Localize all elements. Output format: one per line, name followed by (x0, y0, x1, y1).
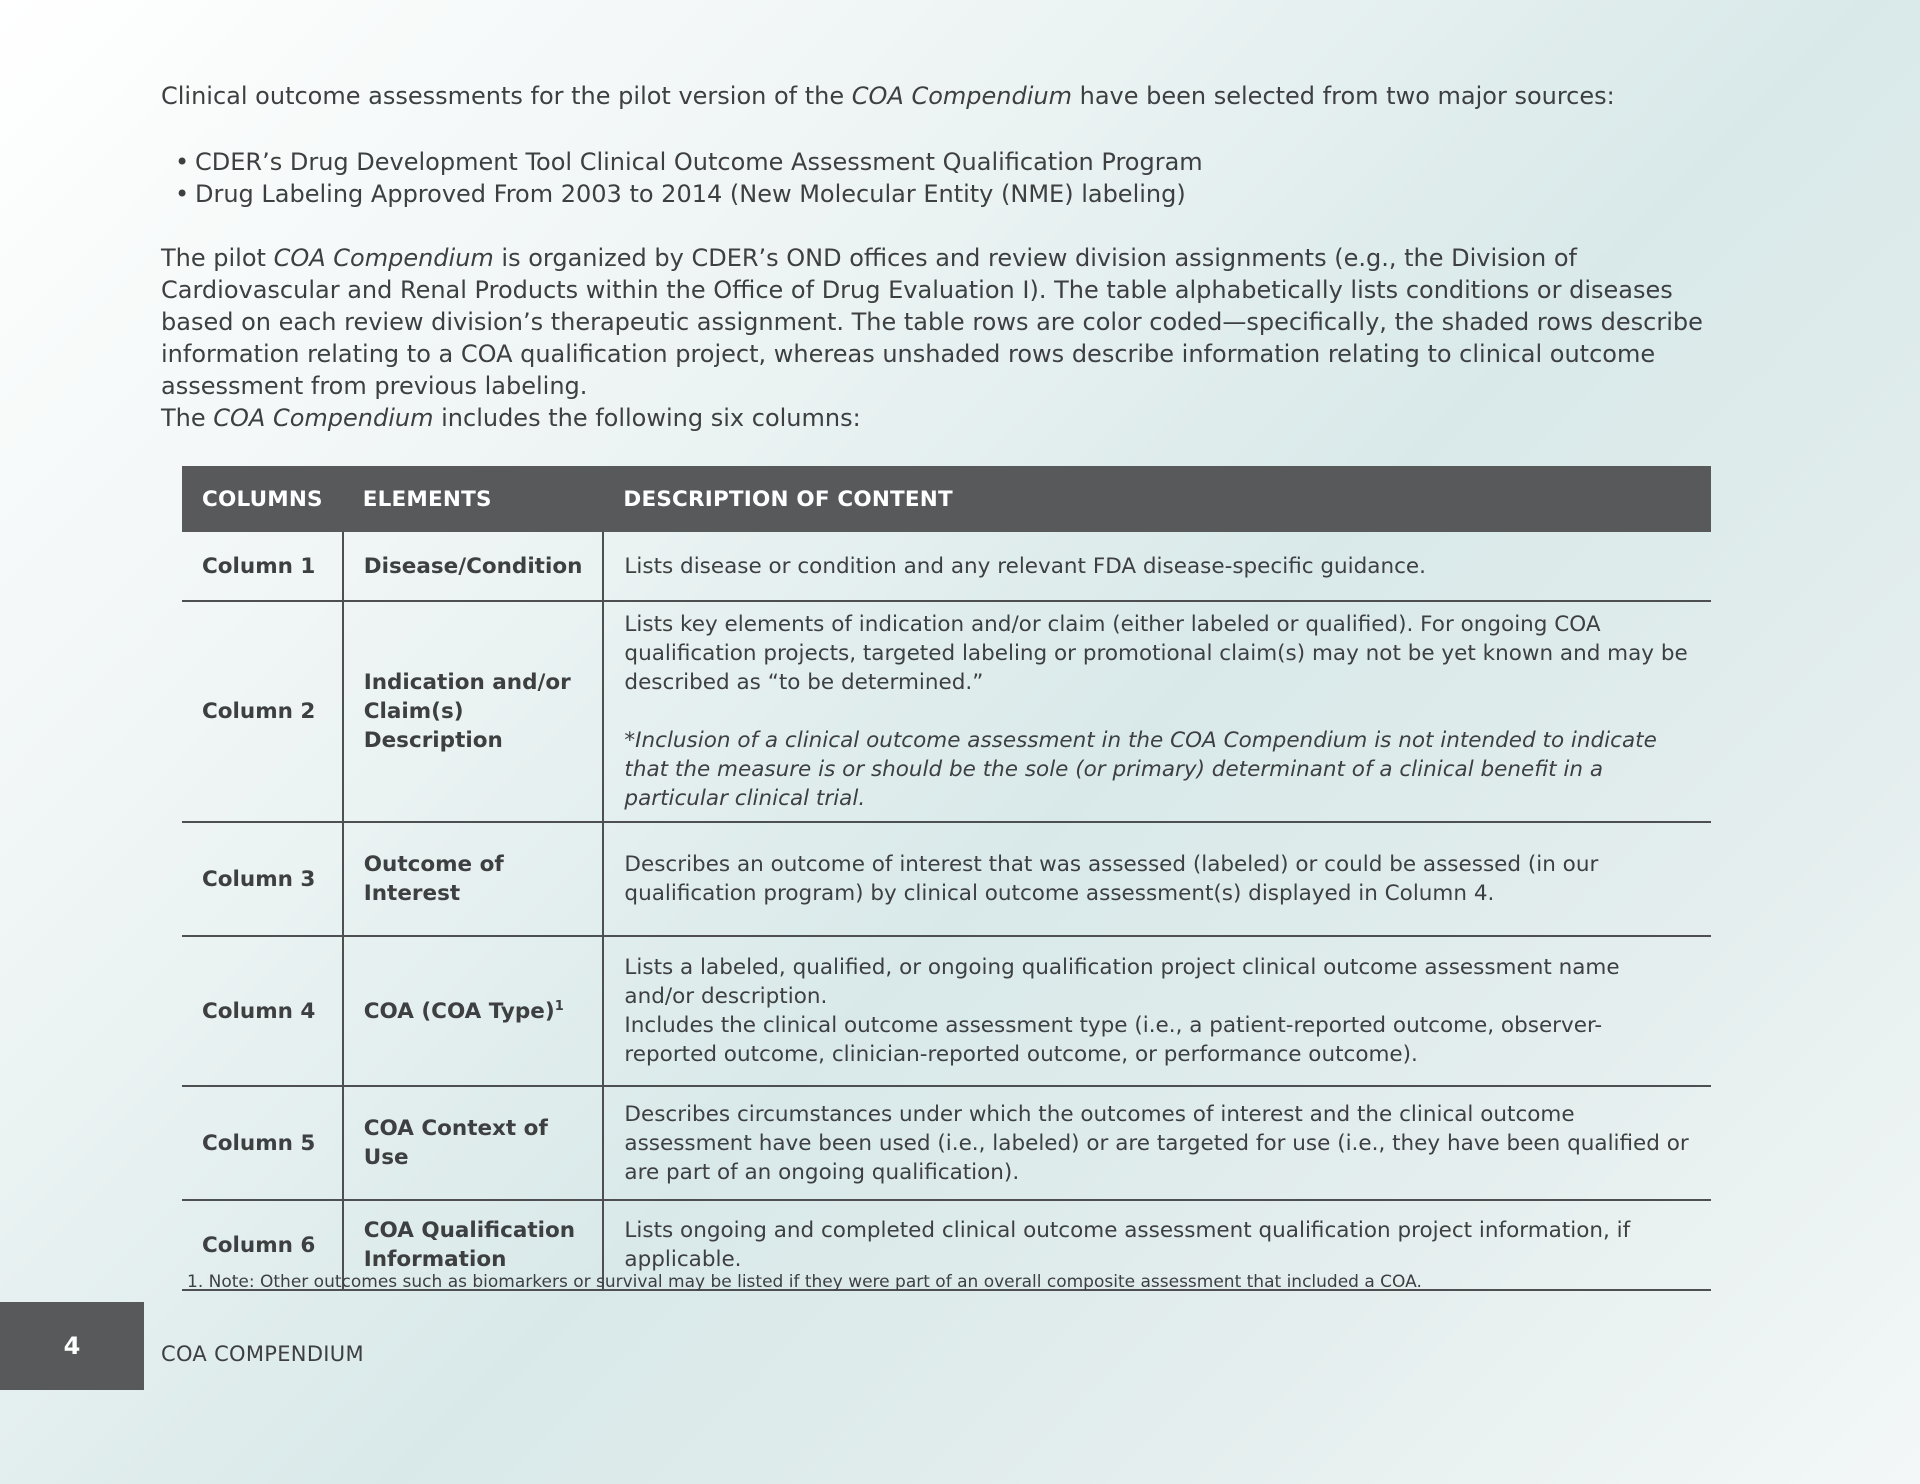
cell-element: COA Context of Use (343, 1086, 604, 1200)
cell-element: COA Qualification Information (343, 1200, 604, 1290)
table-row (182, 532, 1711, 601)
cell-column: Column 6 (182, 1200, 343, 1290)
compendium-title-italic: COA Compendium (851, 82, 1072, 110)
compendium-title-italic: COA Compendium (273, 244, 494, 272)
description-text: Lists key elements of indication and/or claim (either labeled or qualified). For ongoing COA qualification projects, targeted labeling or promotional claim(s) may not be yet known and may be described as “to be determined.” (624, 612, 1688, 695)
header-columns: COLUMNS (182, 466, 343, 532)
cell-column: Column 2 (182, 601, 343, 822)
list-item: • CDER’s Drug Development Tool Clinical Outcome Assessment Qualification Program (195, 146, 1203, 178)
table-row (182, 822, 1711, 936)
cell-element (343, 936, 604, 1086)
table-header (182, 466, 1711, 532)
cell-description: Lists disease or condition and any relevant FDA disease-specific guidance. (603, 532, 1711, 601)
organization-paragraph: The pilot COA Compendium is organized by CDER’s OND offices and review division assignments (e.g., the Division of Cardiovascular and Renal Products within the Office of Drug Evaluation I). The table alphabetically lists conditions or diseases based on each review division’s therapeutic assignment. The table rows are color coded—specifically, the shaded rows describe information relating to a COA qualification project, whereas unshaded rows describe information relating to clinical outcome assessment from previous labeling. (161, 244, 1703, 400)
table-row (182, 601, 1711, 822)
intro-paragraph: Clinical outcome assessments for the pilot version of the COA Compendium have been selected from two major sources: (161, 82, 1615, 110)
header-elements: ELEMENTS (343, 466, 604, 532)
element-text: COA (COA Type) (363, 998, 555, 1024)
table-footnote: 1. Note: Other outcomes such as biomarkers or survival may be listed if they were part of an overall composite assessment that included a COA. (187, 1272, 1422, 1292)
cell-element: Disease/Condition (343, 532, 604, 601)
cell-element: Outcome of Interest (343, 822, 604, 936)
cell-description (603, 601, 1711, 822)
description-text: Lists a labeled, qualified, or ongoing qualification project clinical outcome assessment name and/or description. (624, 955, 1620, 1009)
table-row (182, 936, 1711, 1086)
sources-list (195, 146, 1203, 210)
page-number: 4 (0, 1302, 144, 1390)
cell-description: Describes an outcome of interest that was assessed (labeled) or could be assessed (in our qualification program) by clinical outcome assessment(s) displayed in Column 4. (603, 822, 1711, 936)
table-row (182, 1086, 1711, 1200)
cell-column: Column 5 (182, 1086, 343, 1200)
columns-table (182, 466, 1711, 1291)
cell-element: Indication and/or Claim(s) Description (343, 601, 604, 822)
description-text-2: Includes the clinical outcome assessment type (i.e., a patient-reported outcome, observer-reported outcome, clinician-reported outcome, or performance outcome). (624, 1013, 1603, 1067)
cell-description: Lists ongoing and completed clinical outcome assessment qualification project information, if applicable. (603, 1200, 1711, 1290)
footnote-marker: 1 (554, 998, 564, 1014)
header-description: DESCRIPTION OF CONTENT (603, 466, 1711, 532)
cell-column: Column 3 (182, 822, 343, 936)
cell-description (603, 936, 1711, 1086)
running-title: COA COMPENDIUM (161, 1342, 364, 1366)
columns-intro-paragraph: The COA Compendium includes the following six columns: (161, 404, 861, 432)
cell-column: Column 4 (182, 936, 343, 1086)
cell-column: Column 1 (182, 532, 343, 601)
cell-description: Describes circumstances under which the outcomes of interest and the clinical outcome assessment have been used (i.e., labeled) or are targeted for use (i.e., they have been qualified or are part of an ongoing qualification). (603, 1086, 1711, 1200)
list-item: • Drug Labeling Approved From 2003 to 2014 (New Molecular Entity (NME) labeling) (195, 178, 1203, 210)
inclusion-note: *Inclusion of a clinical outcome assessment in the COA Compendium is not intended to indicate that the measure is or should be the sole (or primary) determinant of a clinical benefit in a particular clinical trial. (624, 728, 1657, 811)
compendium-title-italic: COA Compendium (213, 404, 434, 432)
